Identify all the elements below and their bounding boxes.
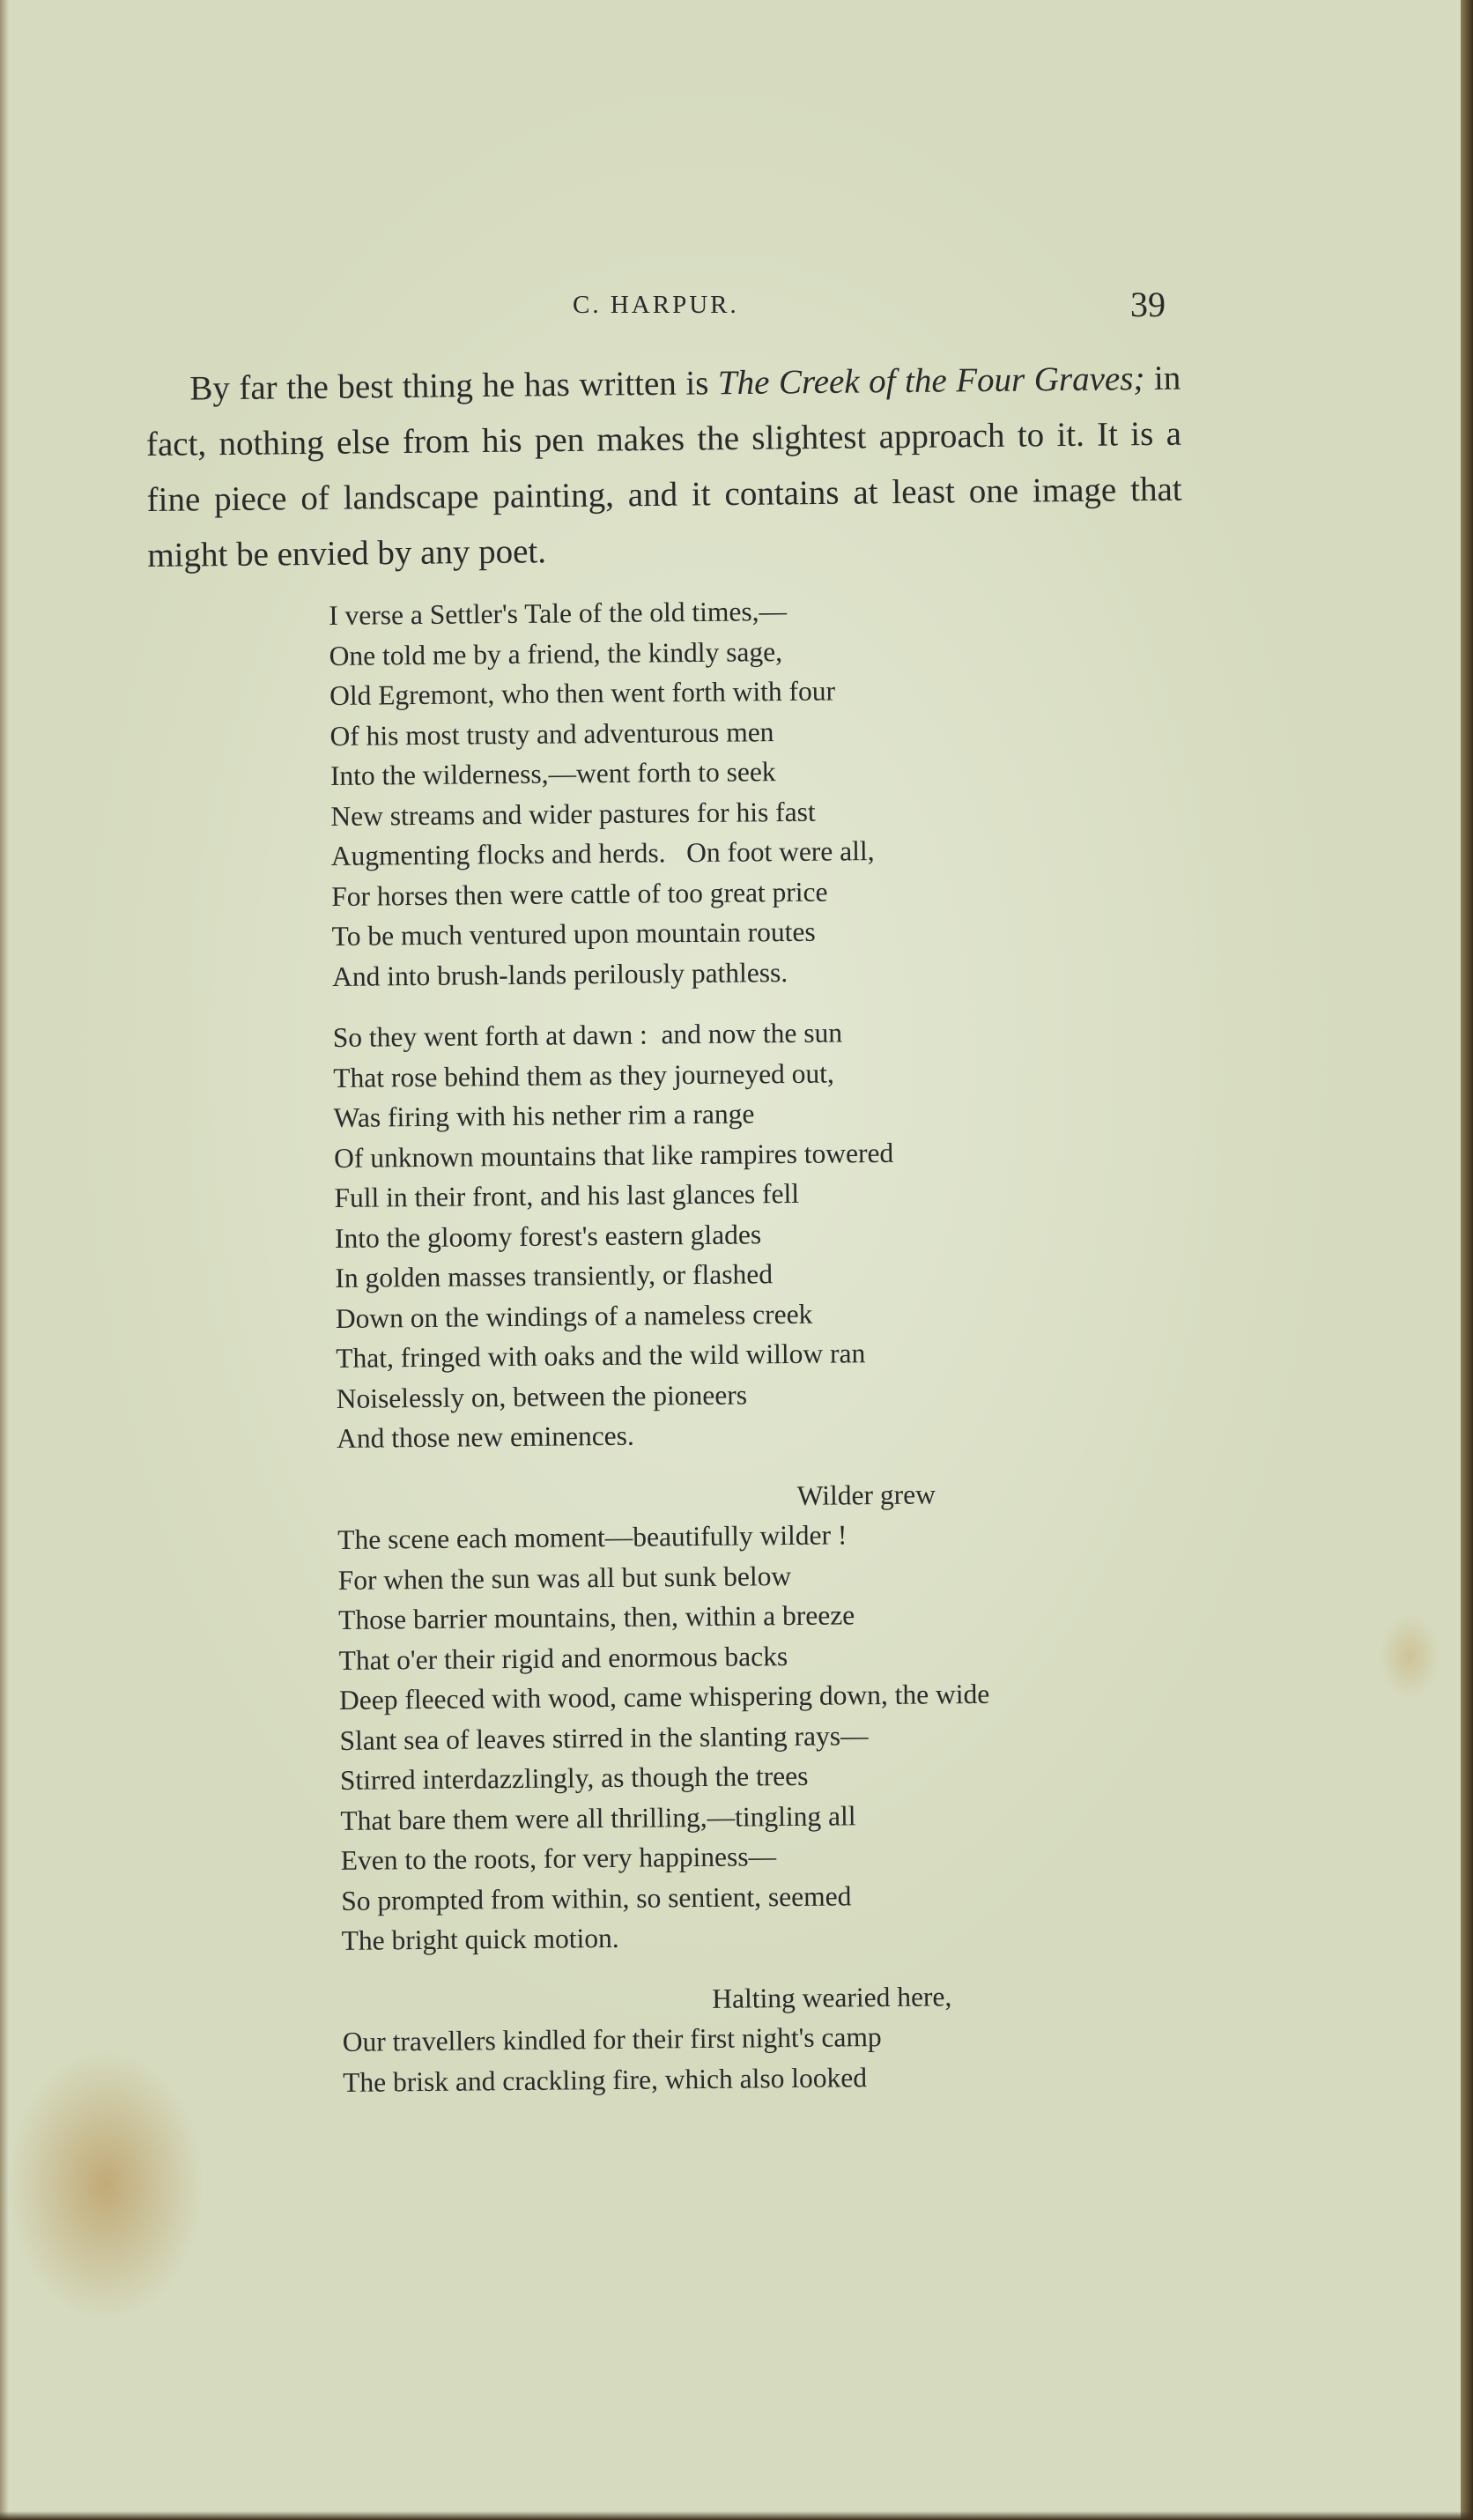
poem-line: Down on the windings of a nameless creek: [335, 1298, 813, 1334]
prose-text-part1: By far the best thing he has written is: [189, 364, 719, 408]
poem-line: That o'er their rigid and enormous backs: [338, 1640, 788, 1676]
poem-line: Into the wilderness,—went forth to seek: [329, 756, 776, 791]
poem-line: That, fringed with oaks and the wild willow ran: [336, 1338, 866, 1374]
poem-line: Old Egremont, who then went forth with four: [329, 675, 836, 711]
poem-stanza-1: [329, 588, 1125, 997]
poem-line: For when the sun was all but sunk below: [337, 1560, 792, 1596]
poem-line: New streams and wider pastures for his fast: [330, 796, 816, 832]
poem-stanza-3: [337, 1472, 1135, 1961]
poem-line-indented: Halting wearied here,: [712, 1980, 952, 2014]
prose-text-part2: in fact, nothing else from his pen makes the slightest approach to it. It is a fine piece of landscape painting, and it contains at least one image that might be envied by any poet.: [145, 359, 1182, 574]
poem-line: Even to the roots, for very happiness—: [340, 1841, 777, 1876]
poem-line: So prompted from within, so sentient, seemed: [341, 1879, 852, 1916]
poem-line: So they went forth at dawn : and now the sun: [332, 1017, 843, 1053]
poem-line: The brisk and crackling fire, which also looked: [343, 2061, 868, 2098]
poem-line: Was firing with his nether rim a range: [333, 1098, 755, 1133]
poem-quotation: [329, 588, 1136, 2123]
poem-line: To be much ventured upon mountain routes: [331, 915, 816, 952]
page-bottom-edge: [0, 2511, 1473, 2520]
poem-line: For horses then were cattle of too great price: [331, 876, 828, 912]
poem-line: In golden masses transiently, or flashed: [335, 1258, 774, 1293]
poem-line: That rose behind them as they journeyed out,: [333, 1057, 835, 1093]
poem-line: Our travellers kindled for their first night's camp: [342, 2021, 882, 2057]
prose-paragraph: [145, 351, 1183, 583]
poem-line: Stirred interdazzlingly, as though the trees: [339, 1760, 809, 1796]
poem-line: That bare them were all thrilling,—tingling all: [340, 1799, 856, 1836]
poem-line: And into brush-lands perilously pathless.: [331, 956, 788, 992]
running-head: C. HARPUR.: [573, 291, 739, 319]
page-right-edge: [1461, 0, 1473, 2520]
poem-line: Those barrier mountains, then, within a breeze: [337, 1599, 855, 1635]
poem-line: Augmenting flocks and herds. On foot were all,: [330, 835, 875, 871]
poem-line: The scene each moment—beautifully wilder !: [337, 1519, 848, 1555]
poem-line: Deep fleeced with wood, came whispering down, the wide: [338, 1678, 990, 1716]
poem-line: I verse a Settler's Tale of the old times,—: [329, 596, 788, 631]
poem-line: And those new eminences.: [337, 1419, 634, 1454]
poem-line: Of unknown mountains that like rampires towered: [333, 1137, 894, 1174]
poem-line: Slant sea of leaves stirred in the slanting rays—: [339, 1719, 869, 1756]
poem-line: Full in their front, and his last glances fell: [334, 1177, 800, 1213]
poem-stanza-2: [333, 1010, 1130, 1458]
page-left-edge: [0, 0, 9, 2520]
poem-line: Noiselessly on, between the pioneers: [336, 1378, 748, 1414]
poem-line: Into the gloomy forest's eastern glades: [334, 1218, 762, 1254]
poem-title-italic: The Creek of the Four Graves;: [717, 359, 1145, 403]
poem-line: The bright quick motion.: [341, 1922, 619, 1956]
poem-line-indented: Wilder grew: [796, 1478, 936, 1511]
poem-stanza-4: [342, 1975, 1136, 2102]
page-number: 39: [1130, 285, 1166, 324]
poem-line: Of his most trusty and adventurous men: [329, 715, 774, 752]
poem-line: One told me by a friend, the kindly sage,: [329, 635, 783, 671]
